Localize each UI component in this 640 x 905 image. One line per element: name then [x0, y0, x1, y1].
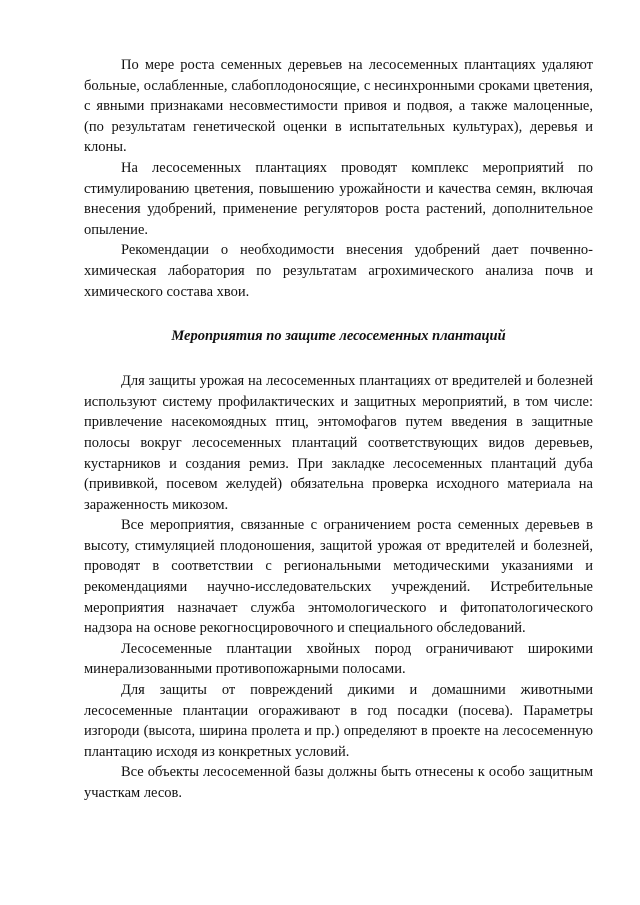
- paragraph: На лесосеменных плантациях проводят комплекс мероприятий по стимулированию цветения, повышению урожайности и качества семян, включая внесения удобрений, применение регуляторов роста растений, дополнительное опыление.: [84, 159, 593, 238]
- paragraph: Все объекты лесосеменной базы должны быть отнесены к особо защитным участкам лесов.: [84, 764, 593, 801]
- section-heading: Мероприятия по защите лесосеменных плантаций: [171, 328, 506, 345]
- paragraph: Рекомендации о необходимости внесения удобрений дает почвенно-химическая лаборатория по результатам агрохимического анализа почв и химического состава хвои.: [84, 242, 593, 300]
- document-page: [84, 55, 593, 804]
- paragraph: Все мероприятия, связанные с ограничением роста семенных деревьев в высоту, стимуляцией плодоношения, защитой урожая от вредителей и болезней, проводят в соответствии с региональными методическими указаниями и рекомендациями научно-исследовательских учреждений. Истребительные мероприятия назначает служба энтомологического и фитопатологического надзора на основе рекогносцировочного и специального обследований.: [84, 517, 593, 637]
- paragraph: Лесосеменные плантации хвойных пород ограничивают широкими минерализованными противопожарными полосами.: [84, 640, 593, 678]
- paragraph: Для защиты урожая на лесосеменных плантациях от вредителей и болезней используют систему профилактических и защитных мероприятий, в том числе: привлечение насекомоядных птиц, энтомофагов путем введения в защитные полосы вокруг лесосеменных плантаций соответствующих видов деревьев, кустарников и создания ремиз. При закладке лесосеменных плантаций дуба (прививкой, посевом желудей) обязательна проверка исходного материала на зараженность микозом.: [84, 373, 593, 513]
- paragraph: Для защиты от повреждений дикими и домашними животными лесосеменные плантации огораживают в год посадки (посева). Параметры изгороди (высота, ширина пролета и пр.) определяют в проекте на лесосеменную плантацию исходя из конкретных условий.: [84, 682, 593, 760]
- paragraph: По мере роста семенных деревьев на лесосеменных плантациях удаляют больные, ослабленные, слабоплодоносящие, с несинхронными сроками цветения, с явными признаками несовместимости привоя и подвоя, а также малоценные, (по результатам генетической оценки в испытательных культурах), деревья и клоны.: [84, 57, 593, 156]
